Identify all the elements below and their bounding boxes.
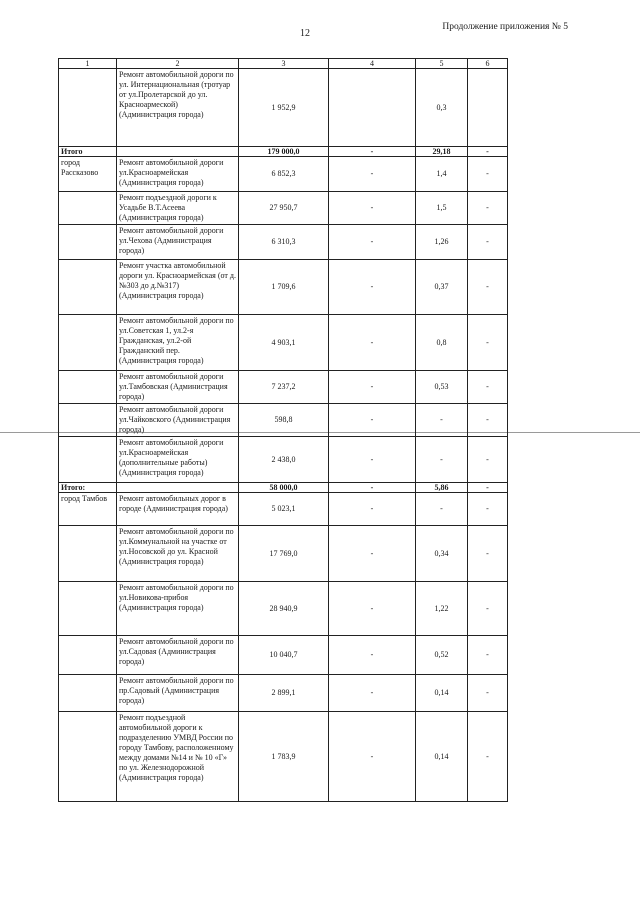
- column-number-row: [59, 59, 508, 69]
- cost-cell: 179 000,0: [239, 147, 329, 157]
- table-row: [59, 404, 508, 437]
- cost-cell: 4 903,1: [239, 315, 329, 371]
- column-4-cell: -: [329, 404, 416, 437]
- work-description-cell: [117, 147, 239, 157]
- length-km-cell: 0,53: [416, 371, 468, 404]
- column-6-cell: -: [468, 404, 508, 437]
- length-km-cell: -: [416, 493, 468, 526]
- column-6-cell: -: [468, 437, 508, 483]
- municipality-cell: Итого:: [59, 483, 117, 493]
- municipality-cell: [59, 712, 117, 802]
- column-4-cell: -: [329, 147, 416, 157]
- length-km-cell: 1,4: [416, 157, 468, 192]
- page-number: 12: [300, 28, 310, 39]
- length-km-cell: 0,3: [416, 69, 468, 147]
- column-4-cell: -: [329, 582, 416, 636]
- table-row: [59, 437, 508, 483]
- work-description-cell: Ремонт автомобильной дороги по ул.Новикова-прибоя (Администрация города): [117, 582, 239, 636]
- cost-cell: 1 783,9: [239, 712, 329, 802]
- work-description-cell: Ремонт автомобильных дорог в городе (Администрация города): [117, 493, 239, 526]
- work-description-cell: Ремонт автомобильной дороги по ул. Интернациональная (тротуар от ул.Пролетарской до ул. Красноармеской) (Администрация города): [117, 69, 239, 147]
- work-description-cell: Ремонт автомобильной дороги ул.Чайковского (Администрация города): [117, 404, 239, 437]
- length-km-cell: 0,52: [416, 636, 468, 675]
- municipality-cell: [59, 260, 117, 315]
- column-4-cell: -: [329, 675, 416, 712]
- column-4-cell: -: [329, 437, 416, 483]
- column-4-cell: -: [329, 712, 416, 802]
- column-4-cell: -: [329, 636, 416, 675]
- column-6-cell: -: [468, 192, 508, 225]
- table-row: [59, 315, 508, 371]
- cost-cell: 28 940,9: [239, 582, 329, 636]
- work-description-cell: [117, 483, 239, 493]
- municipality-cell: [59, 582, 117, 636]
- length-km-cell: 0,14: [416, 712, 468, 802]
- column-4-cell: -: [329, 260, 416, 315]
- column-6-cell: -: [468, 636, 508, 675]
- municipality-cell: [59, 192, 117, 225]
- length-km-cell: 1,26: [416, 225, 468, 260]
- column-6-cell: [468, 69, 508, 147]
- table-row: [59, 493, 508, 526]
- length-km-cell: 0,14: [416, 675, 468, 712]
- road-repair-table: [58, 58, 508, 802]
- column-4-cell: -: [329, 493, 416, 526]
- length-km-cell: 5,86: [416, 483, 468, 493]
- table-row: [59, 526, 508, 582]
- length-km-cell: 1,5: [416, 192, 468, 225]
- municipality-cell: [59, 69, 117, 147]
- column-6-cell: -: [468, 712, 508, 802]
- work-description-cell: Ремонт участка автомобильной дороги ул. Красноармейская (от д.№303 до д.№317) (Администрация города): [117, 260, 239, 315]
- work-description-cell: Ремонт автомобильной дороги ул.Красноармейская (дополнительные работы) (Администрация города): [117, 437, 239, 483]
- appendix-label: Продолжение приложения № 5: [442, 22, 568, 32]
- table-row: [59, 157, 508, 192]
- total-row: [59, 147, 508, 157]
- municipality-cell: Итого: [59, 147, 117, 157]
- work-description-cell: Ремонт автомобильной дороги по ул.Садовая (Администрация города): [117, 636, 239, 675]
- column-4-cell: -: [329, 526, 416, 582]
- table-row: [59, 371, 508, 404]
- column-6-cell: -: [468, 260, 508, 315]
- work-description-cell: Ремонт автомобильной дороги по ул.Коммунальной на участке от ул.Носовской до ул. Красной (Администрация города): [117, 526, 239, 582]
- column-6-cell: -: [468, 526, 508, 582]
- column-6-cell: -: [468, 315, 508, 371]
- work-description-cell: Ремонт автомобильной дороги ул.Тамбовская (Администрация города): [117, 371, 239, 404]
- column-number: 6: [468, 59, 508, 69]
- municipality-cell: [59, 437, 117, 483]
- length-km-cell: 0,8: [416, 315, 468, 371]
- column-number: 3: [239, 59, 329, 69]
- length-km-cell: 0,34: [416, 526, 468, 582]
- table-row: [59, 712, 508, 802]
- municipality-cell: [59, 315, 117, 371]
- column-6-cell: -: [468, 225, 508, 260]
- column-6-cell: -: [468, 371, 508, 404]
- municipality-cell: город Тамбов: [59, 493, 117, 526]
- cost-cell: 6 852,3: [239, 157, 329, 192]
- municipality-cell: [59, 225, 117, 260]
- column-number: 5: [416, 59, 468, 69]
- work-description-cell: Ремонт автомобильной дороги ул.Чехова (Администрация города): [117, 225, 239, 260]
- column-6-cell: -: [468, 675, 508, 712]
- table-row: [59, 582, 508, 636]
- column-4-cell: -: [329, 371, 416, 404]
- column-4-cell: -: [329, 192, 416, 225]
- table-row: [59, 225, 508, 260]
- municipality-cell: [59, 675, 117, 712]
- municipality-cell: [59, 404, 117, 437]
- column-number: 1: [59, 59, 117, 69]
- table-row: [59, 192, 508, 225]
- column-4-cell: -: [329, 315, 416, 371]
- municipality-cell: город Рассказово: [59, 157, 117, 192]
- cost-cell: 598,8: [239, 404, 329, 437]
- cost-cell: 1 952,9: [239, 69, 329, 147]
- column-number: 2: [117, 59, 239, 69]
- length-km-cell: 1,22: [416, 582, 468, 636]
- cost-cell: 7 237,2: [239, 371, 329, 404]
- total-row: [59, 483, 508, 493]
- municipality-cell: [59, 636, 117, 675]
- work-description-cell: Ремонт подъездной автомобильной дороги к подразделению УМВД России по городу Тамбову, расположенному между домами №14 и № 10 «Г» по ул. Железнодорожной (Администрация города): [117, 712, 239, 802]
- column-6-cell: -: [468, 582, 508, 636]
- column-6-cell: -: [468, 493, 508, 526]
- column-4-cell: -: [329, 483, 416, 493]
- cost-cell: 10 040,7: [239, 636, 329, 675]
- cost-cell: 2 438,0: [239, 437, 329, 483]
- column-4-cell: [329, 69, 416, 147]
- cost-cell: 17 769,0: [239, 526, 329, 582]
- road-repair-table-container: [58, 58, 507, 802]
- table-row: [59, 260, 508, 315]
- table-body: [59, 69, 508, 802]
- table-row: [59, 69, 508, 147]
- cost-cell: 5 023,1: [239, 493, 329, 526]
- length-km-cell: 29,18: [416, 147, 468, 157]
- column-4-cell: -: [329, 225, 416, 260]
- length-km-cell: -: [416, 437, 468, 483]
- work-description-cell: Ремонт автомобильной дороги по ул.Советская 1, ул.2-я Гражданская, ул.2-ой Гражданский пер. (Администрация города): [117, 315, 239, 371]
- table-row: [59, 675, 508, 712]
- cost-cell: 1 709,6: [239, 260, 329, 315]
- cost-cell: 27 950,7: [239, 192, 329, 225]
- work-description-cell: Ремонт автомобильной дороги по пр.Садовый (Администрация города): [117, 675, 239, 712]
- length-km-cell: 0,37: [416, 260, 468, 315]
- column-6-cell: -: [468, 483, 508, 493]
- column-number: 4: [329, 59, 416, 69]
- length-km-cell: -: [416, 404, 468, 437]
- work-description-cell: Ремонт автомобильной дороги ул.Красноармейская (Администрация города): [117, 157, 239, 192]
- table-row: [59, 636, 508, 675]
- column-6-cell: -: [468, 147, 508, 157]
- cost-cell: 6 310,3: [239, 225, 329, 260]
- municipality-cell: [59, 371, 117, 404]
- work-description-cell: Ремонт подъездной дороги к Усадьбе В.Т.Асеева (Администрация города): [117, 192, 239, 225]
- municipality-cell: [59, 526, 117, 582]
- column-4-cell: -: [329, 157, 416, 192]
- cost-cell: 2 899,1: [239, 675, 329, 712]
- cost-cell: 58 000,0: [239, 483, 329, 493]
- column-6-cell: -: [468, 157, 508, 192]
